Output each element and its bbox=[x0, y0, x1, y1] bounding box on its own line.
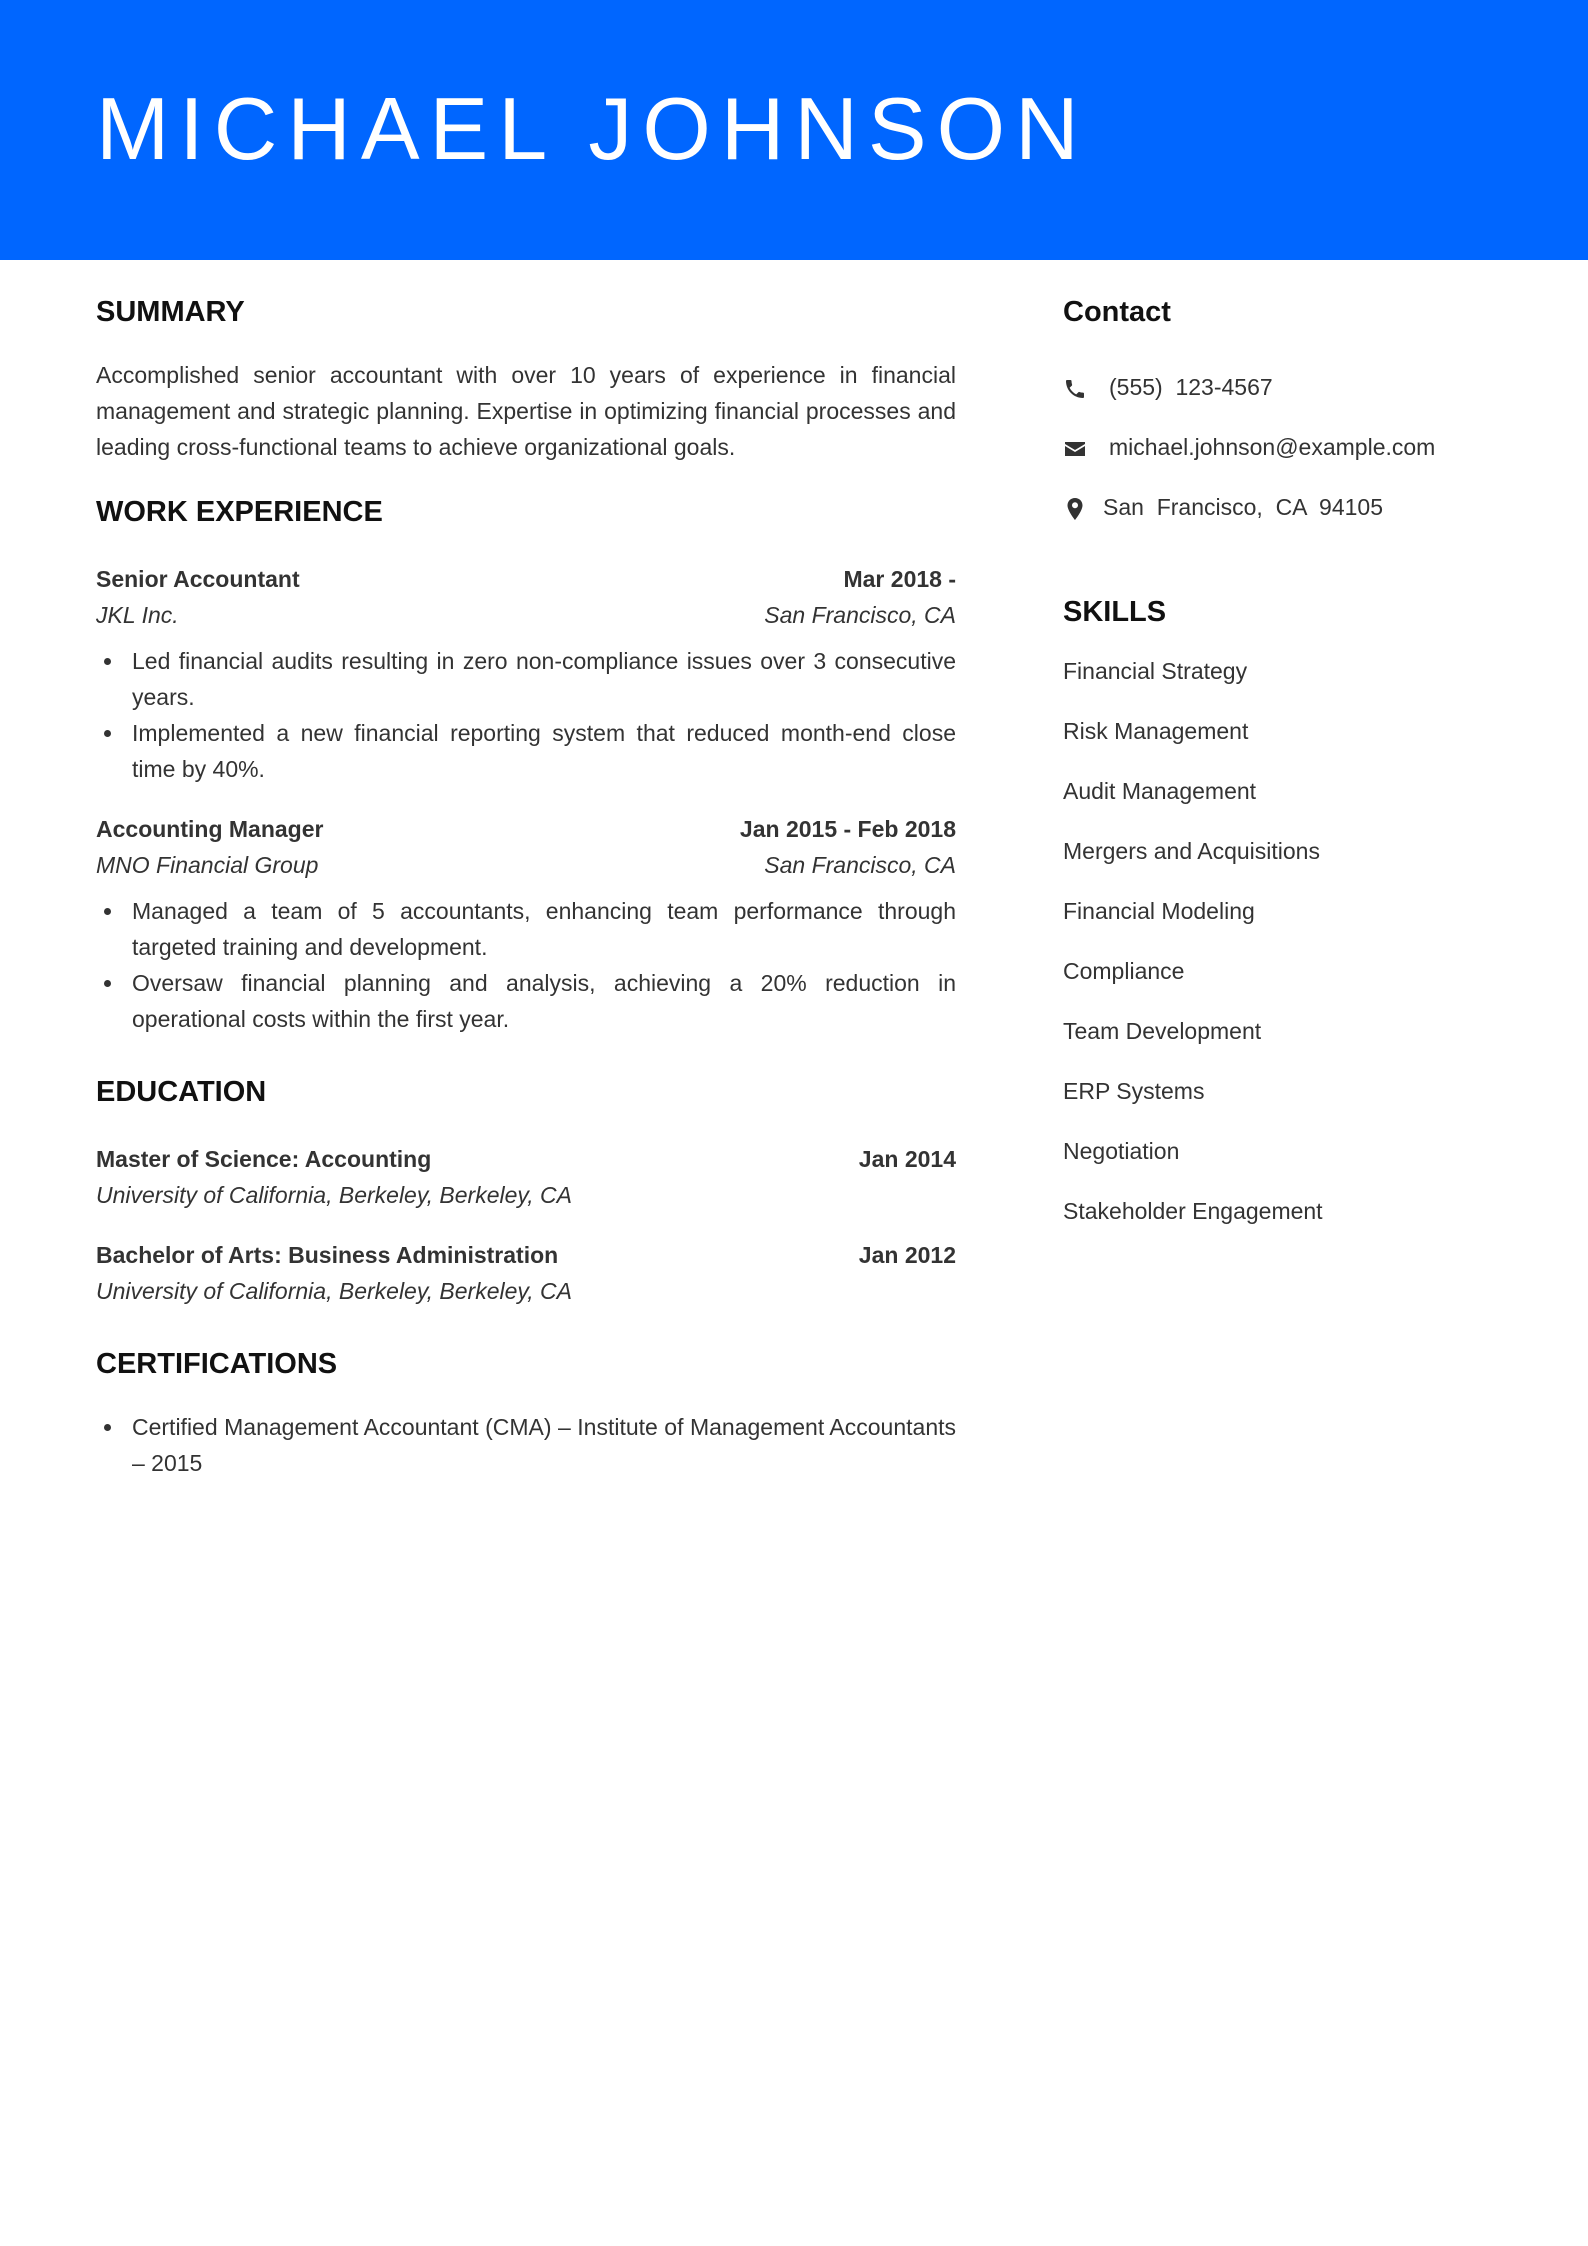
school: University of California, Berkeley, Berkeley, CA bbox=[96, 1182, 572, 1208]
skill-item: Financial Modeling bbox=[1063, 898, 1255, 924]
job-bullet: Managed a team of 5 accountants, enhancing team performance through targeted training and development. bbox=[96, 893, 956, 965]
job-role: Senior Accountant bbox=[96, 566, 300, 592]
degree-date: Jan 2014 bbox=[858, 1146, 956, 1172]
skill-item: Financial Strategy bbox=[1063, 658, 1248, 684]
degree-date: Jan 2012 bbox=[858, 1242, 956, 1268]
skill-item: Compliance bbox=[1063, 958, 1185, 984]
certification-item: Certified Management Accountant (CMA) – Institute of Management Accountants – 2015 bbox=[96, 1409, 956, 1481]
contact-title: Contact bbox=[1063, 296, 1171, 328]
education-entry bbox=[96, 1141, 956, 1213]
skill-item: Stakeholder Engagement bbox=[1063, 1198, 1323, 1224]
education-section bbox=[96, 1075, 956, 1309]
skills-section bbox=[1063, 595, 1503, 1229]
location-text: San Francisco, CA 94105 bbox=[1103, 494, 1383, 520]
contact-section bbox=[1063, 295, 1503, 525]
skill-item: Audit Management bbox=[1063, 778, 1257, 804]
job-company: MNO Financial Group bbox=[96, 852, 319, 878]
school: University of California, Berkeley, Berkeley, CA bbox=[96, 1278, 572, 1304]
envelope-icon bbox=[1063, 435, 1087, 459]
education-title: EDUCATION bbox=[96, 1076, 267, 1108]
job-location: San Francisco, CA bbox=[764, 602, 956, 628]
work-experience-title: WORK EXPERIENCE bbox=[96, 496, 383, 528]
job-dates: Jan 2015 - Feb 2018 bbox=[739, 816, 956, 842]
sidebar-column bbox=[1063, 295, 1503, 1229]
certifications-title: CERTIFICATIONS bbox=[96, 1348, 338, 1380]
header-banner bbox=[0, 0, 1588, 260]
job-location: San Francisco, CA bbox=[764, 852, 956, 878]
phone-text: (555) 123-4567 bbox=[1109, 374, 1273, 400]
job-entry bbox=[96, 561, 956, 787]
map-pin-icon bbox=[1063, 495, 1087, 519]
degree: Bachelor of Arts: Business Administration bbox=[96, 1242, 559, 1268]
skills-title: SKILLS bbox=[1063, 596, 1167, 628]
skill-item: ERP Systems bbox=[1063, 1078, 1205, 1104]
job-bullets bbox=[96, 643, 956, 787]
job-company: JKL Inc. bbox=[96, 602, 179, 628]
summary-title: SUMMARY bbox=[96, 296, 245, 328]
job-entry bbox=[96, 811, 956, 1037]
skills-list bbox=[1063, 653, 1503, 1229]
job-dates: Mar 2018 - bbox=[843, 566, 956, 592]
skill-item: Risk Management bbox=[1063, 718, 1249, 744]
main-column bbox=[96, 295, 956, 1481]
contact-email bbox=[1063, 429, 1503, 465]
degree: Master of Science: Accounting bbox=[96, 1146, 432, 1172]
job-bullet: Implemented a new financial reporting system that reduced month-end close time by 40%. bbox=[96, 715, 956, 787]
job-bullets bbox=[96, 893, 956, 1037]
work-experience-section bbox=[96, 495, 956, 1037]
summary-text: Accomplished senior accountant with over 10 years of experience in financial management and strategic planning. Expertise in optimizing financial processes and leading cross-functional teams to achieve organizational goals. bbox=[96, 362, 956, 460]
job-bullet: Oversaw financial planning and analysis, achieving a 20% reduction in operational costs within the first year. bbox=[96, 965, 956, 1037]
summary-section bbox=[96, 295, 956, 465]
contact-location bbox=[1063, 489, 1503, 525]
phone-icon bbox=[1063, 375, 1087, 399]
contact-phone bbox=[1063, 369, 1503, 405]
candidate-name: MICHAEL JOHNSON bbox=[96, 79, 1089, 178]
job-bullet: Led financial audits resulting in zero non-compliance issues over 3 consecutive years. bbox=[96, 643, 956, 715]
certifications-section bbox=[96, 1347, 956, 1481]
job-role: Accounting Manager bbox=[96, 816, 324, 842]
certifications-list bbox=[96, 1409, 956, 1481]
skill-item: Mergers and Acquisitions bbox=[1063, 838, 1320, 864]
skill-item: Negotiation bbox=[1063, 1138, 1180, 1164]
email-text: michael.johnson@example.com bbox=[1109, 434, 1436, 460]
education-entry bbox=[96, 1237, 956, 1309]
skill-item: Team Development bbox=[1063, 1018, 1262, 1044]
